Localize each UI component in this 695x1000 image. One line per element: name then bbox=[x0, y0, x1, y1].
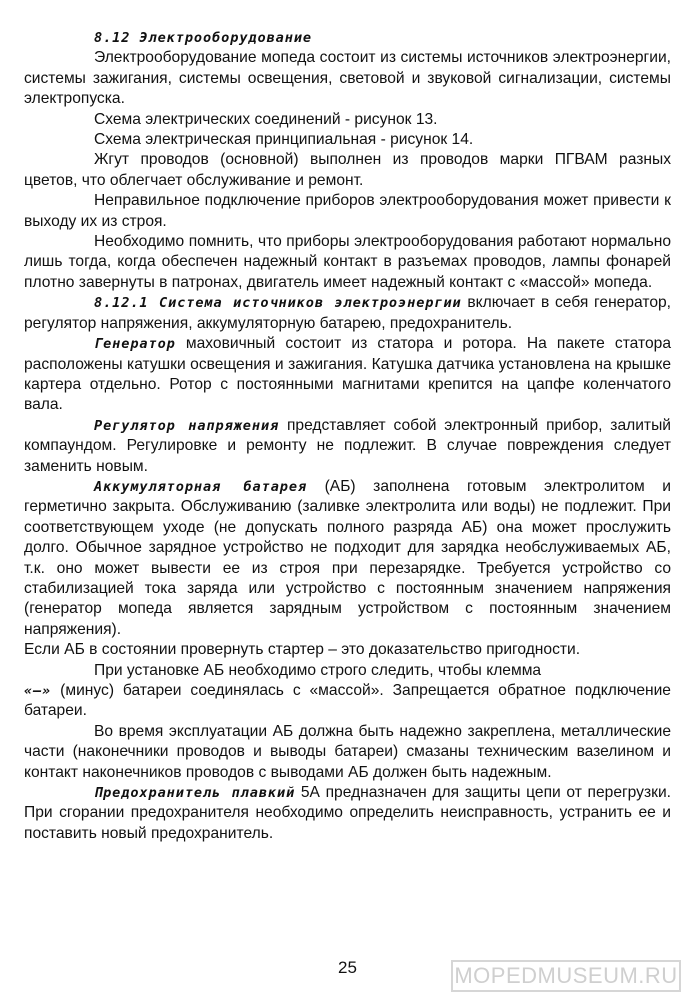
paragraph: Если АБ в состоянии провернуть стартер – это доказательство пригодности. bbox=[24, 641, 581, 659]
subsection-heading: 8.12.1 Система источников электроэнергии bbox=[94, 295, 462, 312]
paragraph: Во время эксплуатации АБ должна быть надежно закреплена, металлические части (наконечники проводов и выводы батареи) смазаны техническим вазелином и контакт наконечников проводов с выводами АБ должен быть надежным. bbox=[24, 722, 671, 781]
term-battery: Аккумуляторная батарея bbox=[94, 478, 308, 495]
term-fuse: Предохранитель плавкий bbox=[94, 785, 296, 802]
paragraph: Неправильное подключение приборов электрооборудования может привести к выходу их из строя. bbox=[24, 192, 671, 230]
paragraph: «–» (минус) батареи соединялась с «массой». Запрещается обратное подключение батареи. bbox=[24, 682, 671, 720]
paragraph: Регулятор напряжения представляет собой электронный прибор, залитый компаундом. Регулировке и ремонту не подлежит. В случае повреждения следует заменить новым. bbox=[24, 416, 671, 475]
paragraph: Предохранитель плавкий 5А предназначен для защиты цепи от перегрузки. При сгорании предохранителя необходимо определить неисправность, устранить ее и поставить новый предохранитель. bbox=[24, 784, 671, 842]
paragraph: Генератор маховичный состоит из статора и ротора. На пакете статора расположены катушки освещения и зажигания. Катушка датчика установлена на крышке картера отдельно. Ротор с постоянными магнитами крепится на цапфе коленчатого вала. bbox=[24, 335, 671, 414]
term-generator: Генератор bbox=[94, 336, 176, 353]
paragraph: Электрооборудование мопеда состоит из системы источников электроэнергии, системы зажигания, системы освещения, световой и звуковой сигнализации, системы электропуска. bbox=[24, 49, 671, 108]
document-body bbox=[24, 28, 671, 844]
paragraph: 8.12.1 Система источников электроэнергии включает в себя генератор, регулятор напряжения, аккумуляторную батарею, предохранитель. bbox=[24, 294, 672, 332]
watermark: MOPEDMUSEUM.RU bbox=[451, 960, 681, 992]
section-heading: 8.12 Электрооборудование bbox=[94, 30, 313, 46]
paragraph: При установке АБ необходимо строго следить, чтобы клемма bbox=[94, 661, 542, 679]
paragraph: Аккумуляторная батарея (АБ) заполнена готовым электролитом и герметично закрыта. Обслуживанию (заливке электролита или воды) не подлежит. При соответствующем уходе (не допускать полного разряда АБ) она может прослужить долго. Обычное зарядное устройство не подходит для зарядка необслуживаемых АБ, т.к. оно может вывести ее из строя при перезарядке. Требуется устройство со стабилизацией тока заряда или устройство с постоянным значением напряжения (генератор мопеда является зарядным устройством с постоянным значением напряжения). bbox=[24, 477, 671, 638]
paragraph: Жгут проводов (основной) выполнен из проводов марки ПГВАМ разных цветов, что облегчает обслуживание и ремонт. bbox=[24, 151, 671, 189]
page-number: 25 bbox=[338, 958, 357, 977]
term-minus: «–» bbox=[24, 683, 52, 699]
paragraph: Схема электрическая принципиальная - рисунок 14. bbox=[94, 131, 474, 149]
paragraph: Схема электрических соединений - рисунок 13. bbox=[94, 110, 438, 128]
term-voltage-regulator: Регулятор напряжения bbox=[94, 417, 280, 434]
paragraph: Необходимо помнить, что приборы электрооборудования работают нормально лишь тогда, когда обеспечен надежный контакт в разъемах проводов, лампы фонарей плотно завернуты в патронах, двигатель имеет надежный контакт с «массой» мопеда. bbox=[24, 233, 671, 291]
